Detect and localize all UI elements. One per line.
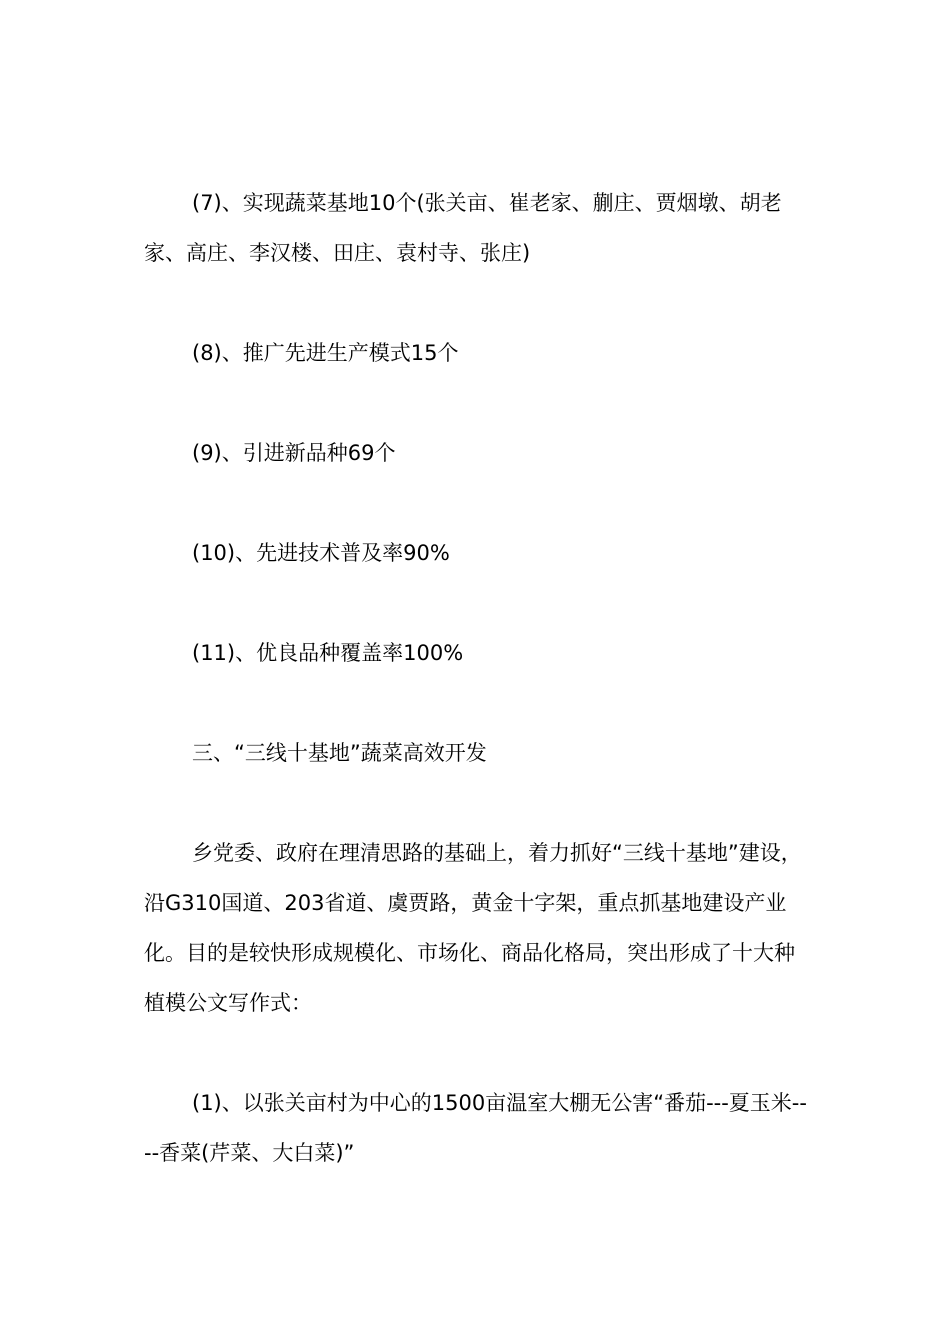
paragraph-technology-rate: (10)、先进技术普及率90% [192,541,450,565]
paragraph-variety-coverage: (11)、优良品种覆盖率100% [192,641,464,665]
paragraph-development-overview: 乡党委、政府在理清思路的基础上，着力抓好“三线十基地”建设，沿G310国道、203省道、虞贾路，黄金十字架，重点抓基地建设产业化。目的是较快形成规模化、市场化、商品化格局，突出形成了十大种植模公文写作式： [144,841,802,1015]
paragraph-spacer [144,578,810,628]
paragraph-spacer [144,278,810,328]
paragraph-new-varieties: (9)、引进新品种69个 [192,441,396,465]
paragraph-spacer [144,478,810,528]
paragraph-vegetable-bases: (7)、实现蔬菜基地10个(张关亩、崔老家、蒯庄、贾烟墩、胡老家、高庄、李汉楼、田庄、袁村寺、张庄) [144,191,782,265]
paragraph-spacer [144,678,810,728]
paragraph-production-models: (8)、推广先进生产模式15个 [192,341,459,365]
paragraph-spacer [144,1028,810,1078]
section-heading: 三、“三线十基地”蔬菜高效开发 [192,741,487,765]
paragraph-spacer [144,778,810,828]
paragraph-greenhouse-model: (1)、以张关亩村为中心的1500亩温室大棚无公害“番茄---夏玉米----香菜(芹菜、大白菜)” [144,1091,807,1165]
paragraph-spacer [144,378,810,428]
document-body [144,178,810,1178]
